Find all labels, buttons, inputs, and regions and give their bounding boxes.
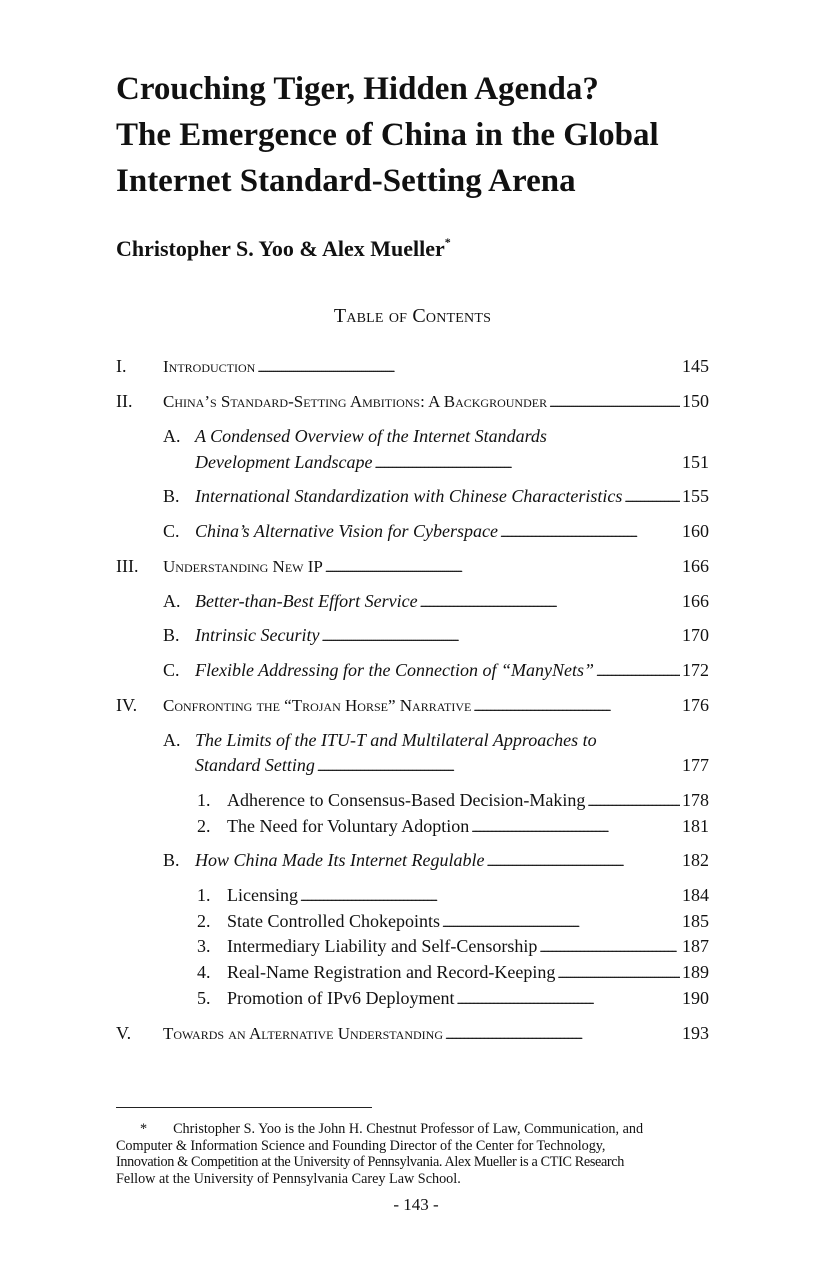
- toc-entry-title: Understanding New IP: [163, 557, 323, 576]
- dot-leader: [596, 658, 680, 684]
- toc-entry[interactable]: [195, 753, 709, 779]
- title-line: The Emergence of China in the Global: [116, 117, 659, 153]
- toc-number: A.: [163, 730, 181, 750]
- dot-leader: [557, 960, 680, 986]
- dot-leader: [445, 1021, 680, 1047]
- toc-entry-title: Adherence to Consensus-Based Decision-Making: [227, 790, 586, 810]
- toc-entry[interactable]: [163, 519, 709, 545]
- toc-entry[interactable]: [116, 389, 709, 415]
- toc-entry-title[interactable]: A Condensed Overview of the Internet Standards: [195, 426, 547, 446]
- toc-page: 170: [682, 625, 709, 645]
- toc-entry-title: Real-Name Registration and Record-Keeping: [227, 962, 556, 982]
- toc-number: B.: [163, 850, 180, 870]
- toc-entry[interactable]: [116, 693, 709, 719]
- toc-page: 155: [682, 486, 709, 506]
- toc-entry-title: Confronting the “Trojan Horse” Narrative: [163, 696, 472, 715]
- dot-leader: [539, 934, 680, 960]
- toc-number: II.: [116, 391, 133, 411]
- toc-entry[interactable]: [163, 484, 709, 510]
- toc-number: C.: [163, 521, 180, 541]
- dot-leader: [473, 693, 680, 719]
- toc-number: IV.: [116, 695, 138, 715]
- dot-leader: [420, 589, 680, 615]
- toc-entry[interactable]: [163, 623, 709, 649]
- toc-entry-title: Promotion of IPv6 Deployment: [227, 988, 455, 1008]
- toc-entry-title: Towards an Alternative Understanding: [163, 1024, 444, 1043]
- toc-page: 185: [682, 911, 709, 931]
- footnote-line: Innovation & Competition at the University of Pennsylvania. Alex Mueller is a CTIC Research: [116, 1154, 624, 1170]
- toc-entry-title: Introduction: [163, 357, 256, 376]
- toc-entry[interactable]: [116, 354, 709, 380]
- page-number: - 143 -: [393, 1195, 439, 1214]
- toc-entry-title[interactable]: The Limits of the ITU-T and Multilateral Approaches to: [195, 730, 597, 750]
- toc-page: 182: [682, 850, 709, 870]
- toc-number: B.: [163, 625, 180, 645]
- toc-page: 181: [682, 816, 709, 836]
- toc-entry[interactable]: [195, 960, 709, 986]
- toc-entry[interactable]: [195, 788, 709, 814]
- footnote-line: Fellow at the University of Pennsylvania Carey Law School.: [116, 1170, 461, 1187]
- dot-leader: [500, 519, 680, 545]
- paper-page: [116, 0, 709, 1280]
- toc-entry-title: Intrinsic Security: [195, 625, 320, 645]
- toc-number: B.: [163, 486, 180, 506]
- toc-entry[interactable]: [163, 848, 709, 874]
- toc-entry[interactable]: [163, 589, 709, 615]
- toc-number: V.: [116, 1023, 132, 1043]
- toc-page: 189: [682, 962, 709, 982]
- toc-entry-title: Flexible Addressing for the Connection of “ManyNets”: [195, 660, 594, 680]
- toc-entry[interactable]: [195, 909, 709, 935]
- toc-entry[interactable]: [195, 934, 709, 960]
- toc-page: 187: [682, 936, 709, 956]
- toc-entry-title: The Need for Voluntary Adoption: [227, 816, 470, 836]
- dot-leader: [321, 623, 680, 649]
- toc-entry-title: International Standardization with Chinese Characteristics: [195, 486, 623, 506]
- toc-entry[interactable]: [116, 554, 709, 580]
- dot-leader: [471, 814, 680, 840]
- toc-page: 145: [682, 356, 709, 376]
- footnote-line: [116, 1121, 716, 1138]
- dot-leader: [624, 484, 680, 510]
- toc-entry-title: China’s Alternative Vision for Cyberspace: [195, 521, 498, 541]
- toc-heading: Table of Contents: [333, 305, 492, 327]
- toc-entry[interactable]: [116, 1021, 709, 1047]
- article-title: [116, 66, 716, 204]
- dot-leader: [457, 986, 681, 1012]
- toc-number: 4.: [197, 962, 211, 982]
- toc-page: 176: [682, 695, 709, 715]
- toc-number: A.: [163, 591, 181, 611]
- toc-number: 2.: [197, 911, 211, 931]
- toc-number: C.: [163, 660, 180, 680]
- toc-entry-title-cont: Development Landscape: [195, 452, 373, 472]
- dot-leader: [374, 450, 680, 476]
- footnote: [116, 1121, 716, 1187]
- title-line: Crouching Tiger, Hidden Agenda?: [116, 71, 599, 107]
- dot-leader: [549, 389, 680, 415]
- toc-page: 150: [682, 391, 709, 411]
- author-line: [116, 236, 451, 262]
- toc-page: 193: [682, 1023, 709, 1043]
- toc-entry[interactable]: [163, 658, 709, 684]
- toc-number: 2.: [197, 816, 211, 836]
- dot-leader: [442, 909, 680, 935]
- author-footnote-mark: *: [444, 234, 451, 249]
- dot-leader: [486, 848, 680, 874]
- toc-number: 1.: [197, 885, 211, 905]
- footnote-mark: *: [140, 1121, 148, 1137]
- toc-page: 184: [682, 885, 709, 905]
- toc-entry-title: Licensing: [227, 885, 298, 905]
- toc-entry-title: State Controlled Chokepoints: [227, 911, 440, 931]
- toc-number: 1.: [197, 790, 211, 810]
- toc-entry[interactable]: [195, 450, 709, 476]
- footnote-line: Computer & Information Science and Founding Director of the Center for Technology,: [116, 1137, 606, 1154]
- toc-page: 166: [682, 591, 709, 611]
- footnote-text: Christopher S. Yoo is the John H. Chestnut Professor of Law, Communication, and: [173, 1121, 644, 1137]
- toc-entry-title: China’s Standard-Setting Ambitions: A Backgrounder: [163, 392, 548, 411]
- toc-page: 166: [682, 556, 709, 576]
- toc-number: I.: [116, 356, 127, 376]
- toc-page: 178: [682, 790, 709, 810]
- toc-entry[interactable]: [195, 883, 709, 909]
- dot-leader: [317, 753, 680, 779]
- toc-page: 151: [682, 452, 709, 472]
- toc-entry[interactable]: [195, 986, 709, 1012]
- toc-entry[interactable]: [195, 814, 709, 840]
- toc-page: 160: [682, 521, 709, 541]
- toc-number: A.: [163, 426, 181, 446]
- dot-leader: [257, 354, 680, 380]
- toc-page: 190: [682, 988, 709, 1008]
- toc-entry-title: Intermediary Liability and Self-Censorship: [227, 936, 538, 956]
- footnote-divider: [116, 1107, 372, 1108]
- toc-page: 177: [682, 755, 709, 775]
- dot-leader: [325, 554, 680, 580]
- toc-number: 3.: [197, 936, 211, 956]
- toc-number: III.: [116, 556, 139, 576]
- dot-leader: [587, 788, 680, 814]
- dot-leader: [300, 883, 680, 909]
- toc-number: 5.: [197, 988, 211, 1008]
- title-line: Internet Standard-Setting Arena: [116, 163, 576, 199]
- author-names: Christopher S. Yoo & Alex Mueller: [116, 236, 445, 261]
- toc-entry-title: How China Made Its Internet Regulable: [195, 850, 485, 870]
- toc-entry-title: Better-than-Best Effort Service: [195, 591, 418, 611]
- toc-entry-title-cont: Standard Setting: [195, 755, 315, 775]
- toc-page: 172: [682, 660, 709, 680]
